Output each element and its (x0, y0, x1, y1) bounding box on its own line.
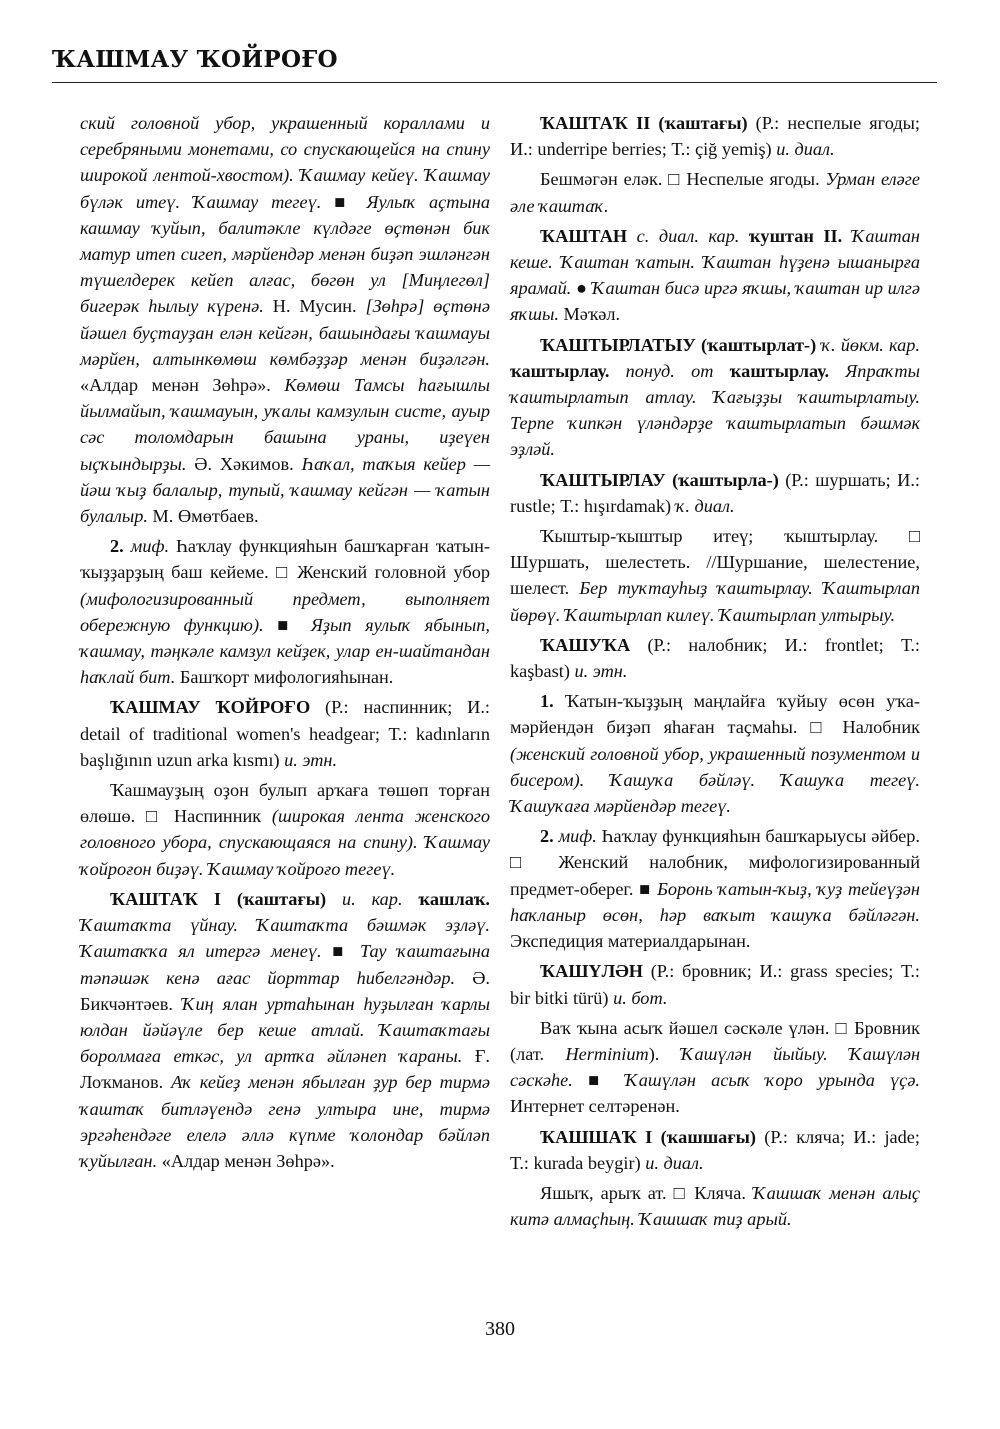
dictionary-entry-paragraph: ҠАШТАН с. диал. кар. ҡуштан II. Ҡаштан кеше. Ҡаштан ҡатын. Ҡаштан һүҙенә ышанырға ярамай. ● Ҡаштан бисә иргә яҡшы, ҡаштан ир илгә яҡшы. Мәҡәл. (510, 225, 920, 325)
left-column (80, 110, 490, 1178)
dictionary-entry-paragraph: ҠАШТЫРЛАТЫУ (ҡаштырлат-) ҡ. йөкм. кар. ҡаштырлау. понуд. от ҡаштырлау. Япраҡты ҡаштырлатып атлау. Ҡағыҙҙы ҡаштырлатыу. Терпе ҡипкән үләндәрҙе ҡаштырлатып бәшмәк эҙләй. (510, 334, 920, 460)
dictionary-entry-paragraph: Ҡыштыр-ҡыштыр итеү; ҡыштырлау. □ Шуршать, шелестеть. //Шуршание, шелестение, шелест. Бер туҡтауһыҙ ҡаштырлау. Ҡаштырлап йөрөү. Ҡаштырлап килеү. Ҡаштырлап ултырыу. (510, 526, 920, 625)
dictionary-entry-paragraph: 1. Ҡатын-ҡыҙҙың маңлайға ҡуйыу өсөн уҡа-мәрйендән биҙәп яһаған таҫмаһы. □ Налобник (женский головной убор, украшенный позументом и бисером). Ҡашуҡа бәйләү. Ҡашуҡа тегеү. Ҡашуҡаға мәрйендәр тегеү. (510, 691, 920, 817)
running-header: ҠАШМАУ ҠОЙРОҒО (52, 46, 338, 73)
dictionary-entry-paragraph: ҠАШУҠА (Р.: налобник; И.: frontlet; Т.: kaşbast) и. этн. (510, 634, 920, 682)
dictionary-entry-paragraph: Ваҡ ҡына асыҡ йәшел сәскәле үлән. □ Бровник (лат. Herminium). Ҡашүлән йыйыу. Ҡашүлән сәскәһе. ■ Ҡашүлән асыҡ ҡоро урында үҫә. Интернет селтәренән. (510, 1017, 921, 1117)
dictionary-entry-paragraph: Бешмәгән еләк. □ Неспелые ягоды. Урман еләге әле ҡаштаҡ. (510, 169, 920, 216)
dictionary-entry-paragraph: ҠАШТАҠ II (ҡаштағы) (Р.: неспелые ягоды; И.: underripe berries; Т.: çiğ yemiş) и. диал. (510, 113, 920, 160)
dictionary-entry-paragraph: ҠАШҮЛӘН (Р.: бровник; И.: grass species; Т.: bir bitki türü) и. бот. (510, 961, 920, 1008)
header-divider (52, 82, 937, 83)
dictionary-entry-paragraph: ҠАШШАҠ I (ҡашшағы) (Р.: кляча; И.: jade; Т.: kurada beygir) и. диал. (510, 1126, 920, 1173)
dictionary-entry-paragraph: ҠАШМАУ ҠОЙРОҒО (Р.: наспинник; И.: detail of traditional women's headgear; Т.: kadınların başlığının uzun arka kısmı) и. этн. (80, 697, 490, 770)
right-column (510, 110, 920, 1236)
page-number: 380 (485, 1318, 515, 1340)
dictionary-entry-paragraph: Яшыҡ, арыҡ ат. □ Кляча. Ҡашшаҡ менән алыҫ китә алмаҫһың. Ҡашшаҡ тиҙ арый. (510, 1182, 920, 1230)
dictionary-entry-paragraph: 2. миф. Һаҡлау функцияһын башҡарған ҡатын-ҡыҙҙарҙың баш кейеме. □ Женский головной убор (мифологизированный предмет, выполняет обережную функцию). ■ Яҙып яулыҡ ябынып, ҡашмау, тәңкәле камзул кейҙек, улар ен-шайтандан һаҡлай бит. Башҡорт мифологияһынан. (80, 536, 491, 688)
dictionary-entry-paragraph: ҠАШТЫРЛАУ (ҡаштырла-) (Р.: шуршать; И.: rustle; Т.: hışırdamak) ҡ. диал. (510, 469, 920, 516)
dictionary-entry-paragraph: 2. миф. Һаҡлау функцияһын башҡарыусы әйбер. □ Женский налобник, мифологизированный предмет-оберег. ■ Боронь ҡатын-ҡыҙ, ҡуҙ тейеүҙән һаҡланыр өсөн, һәр ваҡыт ҡашуҡа бәйләгән. Экспедиция материалдарынан. (510, 826, 920, 952)
dictionary-entry-paragraph: ский головной убор, украшенный кораллами и серебряными монетами, со спускающейся на спину широкой лентой-хвостом). Ҡашмау кейеү. Ҡашмау бүләк итеү. Ҡашмау тегеү. ■ Яулыҡ аҫтына кашмау ҡуйып, балитәкле күлдәге өҫтөнән бик матур итеп сигеп, мәрйендәр менән биҙәп эшләнгән түшелдерек кейеп алғас, бөгөн ул [Миңлегөл] бигерәк һылыу күренә. Н. Мусин. [Зөһрә] өҫтөнә йәшел буҫтауҙан елән кейгән, башындағы ҡашмауы мәрйен, алтынкөмөш көмбәҙҙәр менән биҙәлгән. «Алдар менән Зөһрә». Көмөш Тамсы һағышлы йылмайып, ҡашмауын, уҡалы камзулын систе, ауыр сәс толомдарын башына ураны, иҙеүен ыҫҡындырҙы. Ә. Хәкимов. Һаҡал, таҡыя кейер — йәш ҡыҙ балалыр, тупый, ҡашмау кейгән — ҡатын булалыр. М. Өмөтбаев. (80, 113, 491, 527)
dictionary-entry-paragraph: ҠАШТАҠ I (ҡаштағы) и. кар. ҡашлаҡ. Ҡаштаҡта үйнау. Ҡаштаҡта бәшмәк эҙләү. Ҡаштаҡҡа ял итергә менеү. ■ Тау ҡаштағына тәпәшәк кенә ағас йорттар һибелгәндәр. Ә. Бикчәнтәев. Ҡиң ялан уртаһынан һуҙылған ҡарлы юлдан йәйәүле бер кеше атлай. Ҡаштаҡтағы боролмаға еткәс, ул артҡа әйләнеп ҡараны. Ғ. Лоҡманов. Аҡ кейеҙ менән ябылған ҙур бер тирмә ҡаштаҡ битләүендә генә ултыра ине, тирмә эргәһендәге елелә әллә күпме ҡолондар бәйләп ҡуйылған. «Алдар менән Зөһрә». (80, 888, 491, 1171)
dictionary-entry-paragraph: Ҡашмауҙың оҙон булып арҡаға төшөп торған өлөшө. □ Наспинник (широкая лента женского головного убора, спускающаяся на спину). Ҡашмау ҡойроғон биҙәү. Ҡашмау ҡойроғо тегеү. (80, 780, 490, 879)
